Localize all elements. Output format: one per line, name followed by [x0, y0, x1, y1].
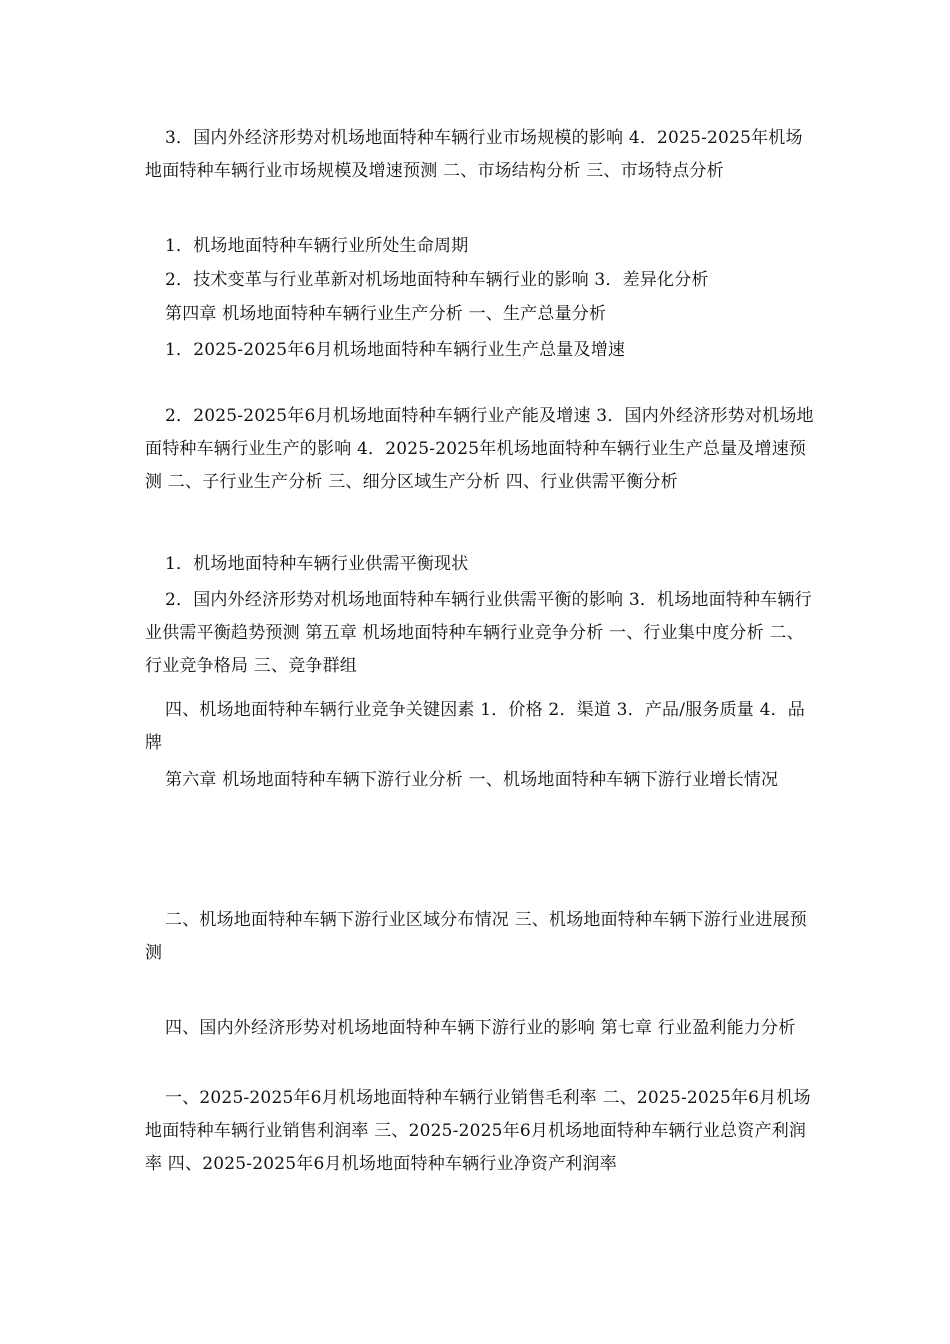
paragraph: 二、机场地面特种车辆下游行业区域分布情况 三、机场地面特种车辆下游行业进展预测 [145, 910, 808, 963]
paragraph: 2．技术变革与行业革新对机场地面特种车辆行业的影响 3．差异化分析 [165, 270, 709, 290]
paragraph: 3．国内外经济形势对机场地面特种车辆行业市场规模的影响 4．2025-2025年机场地面特种车辆行业市场规模及增速预测 二、市场结构分析 三、市场特点分析 [145, 128, 803, 181]
paragraph: 1．机场地面特种车辆行业供需平衡现状 [165, 554, 469, 574]
paragraph: 四、机场地面特种车辆行业竞争关键因素 1．价格 2．渠道 3．产品/服务质量 4．品牌 [145, 700, 806, 753]
chapter-heading: 第六章 机场地面特种车辆下游行业分析 一、机场地面特种车辆下游行业增长情况 [165, 770, 779, 790]
paragraph: 1．2025-2025年6月机场地面特种车辆行业生产总量及增速 [165, 340, 626, 360]
paragraph: 四、国内外经济形势对机场地面特种车辆下游行业的影响 第七章 行业盈利能力分析 [165, 1018, 796, 1038]
paragraph: 2．2025-2025年6月机场地面特种车辆行业产能及增速 3．国内外经济形势对机场地面特种车辆行业生产的影响 4．2025-2025年机场地面特种车辆行业生产总量及增速预测 二、子行业生产分析 三、细分区域生产分析 四、行业供需平衡分析 [145, 406, 814, 492]
chapter-heading: 第四章 机场地面特种车辆行业生产分析 一、生产总量分析 [165, 304, 607, 324]
paragraph: 1．机场地面特种车辆行业所处生命周期 [165, 236, 469, 256]
paragraph: 一、2025-2025年6月机场地面特种车辆行业销售毛利率 二、2025-2025年6月机场地面特种车辆行业销售利润率 三、2025-2025年6月机场地面特种车辆行业总资产利润率 四、2025-2025年6月机场地面特种车辆行业净资产利润率 [145, 1088, 811, 1174]
paragraph: 2．国内外经济形势对机场地面特种车辆行业供需平衡的影响 3．机场地面特种车辆行业供需平衡趋势预测 第五章 机场地面特种车辆行业竞争分析 一、行业集中度分析 二、行业竞争格局 三、竞争群组 [145, 590, 812, 676]
